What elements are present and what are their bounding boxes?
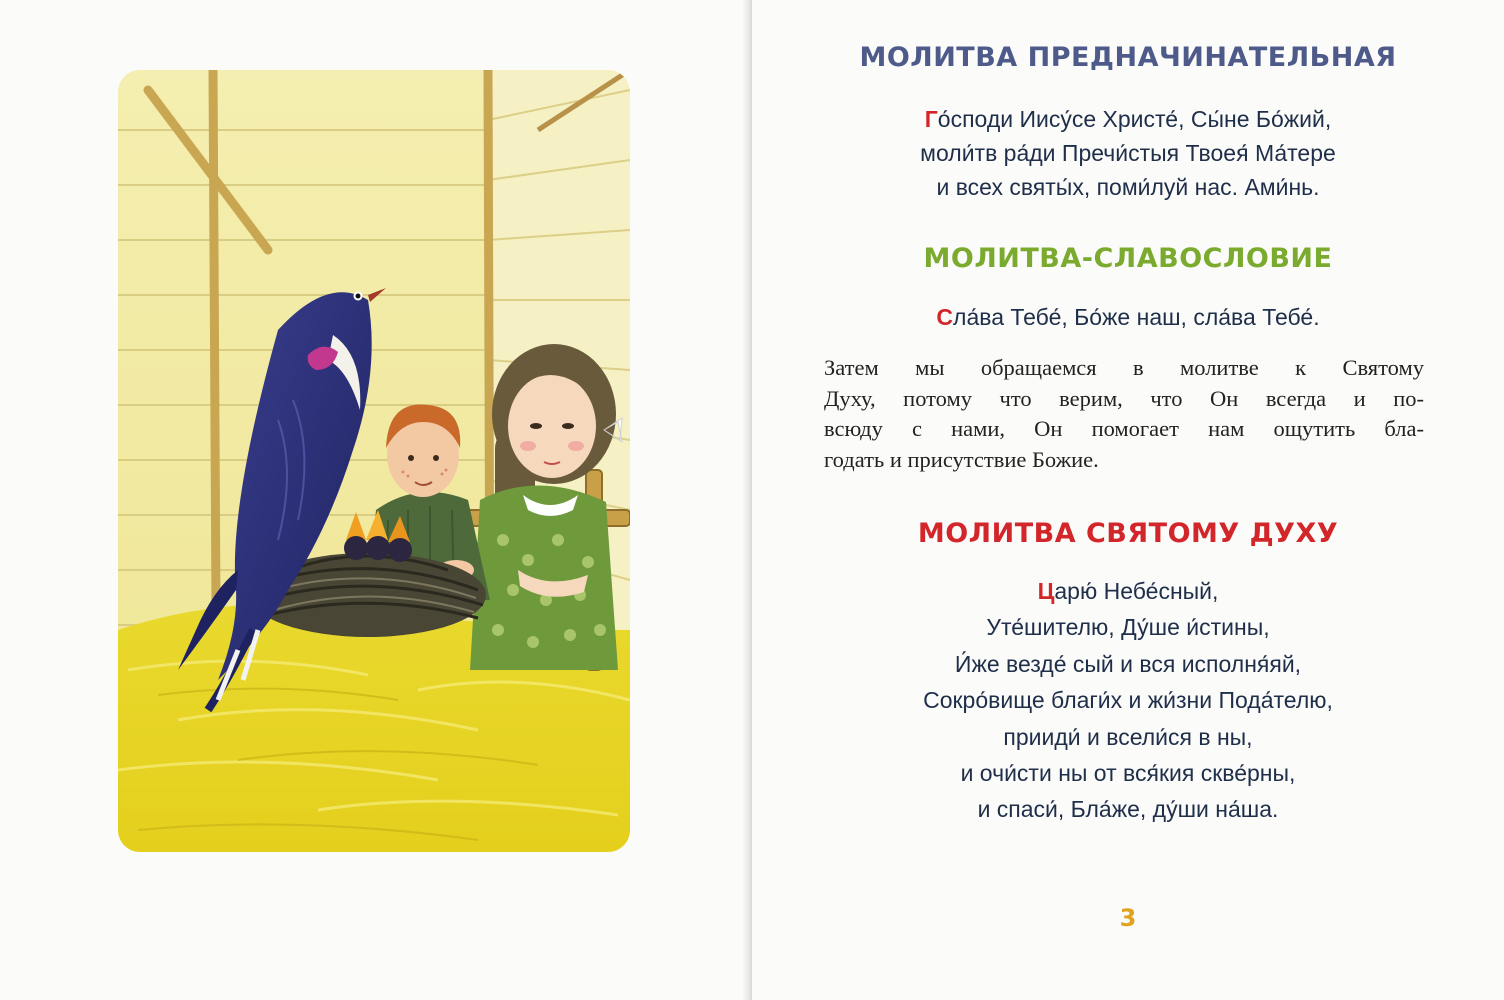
drop-initial: Г bbox=[924, 106, 938, 132]
prayer-line: Уте́шителю, Ду́ше и́стины, bbox=[986, 614, 1270, 641]
doxology-prayer-text bbox=[752, 300, 1504, 334]
page-number: 3 bbox=[1119, 904, 1137, 932]
paragraph-line: годать и присутствие Божие. bbox=[824, 446, 1099, 472]
holy-spirit-prayer-text bbox=[752, 573, 1504, 828]
prayer-line-rest: о́споди Иису́се Христе́, Сы́не Бо́жий, bbox=[937, 106, 1332, 132]
prayer-line-rest: ла́ва Тебе́, Бо́же наш, сла́ва Тебе́. bbox=[953, 304, 1320, 330]
prayer-line: моли́тв ра́ди Пречи́стыя Твоея́ Ма́тере bbox=[920, 140, 1336, 166]
prayer-line bbox=[752, 102, 1504, 136]
prayer-line: прииди́ и всели́ся в ны, bbox=[1003, 723, 1253, 750]
prayer-line bbox=[752, 300, 1504, 334]
drop-initial: Ц bbox=[1037, 578, 1055, 604]
heading-preparatory-prayer: МОЛИТВА ПРЕДНАЧИНАТЕЛЬНАЯ bbox=[859, 42, 1397, 73]
paragraph-line: Духу, потому что верим, что Он всегда и по- bbox=[824, 385, 1424, 411]
right-page bbox=[752, 0, 1504, 1000]
heading-holy-spirit-prayer: МОЛИТВА СВЯТОМУ ДУХУ bbox=[917, 518, 1339, 549]
illustration-svg bbox=[118, 70, 630, 852]
prayer-line: И́же везде́ сый и вся исполня́яй, bbox=[954, 650, 1302, 677]
prayer-line-rest: арю́ Небе́сный, bbox=[1054, 578, 1219, 604]
paragraph-line: Затем мы обращаемся в молитве к Святому bbox=[824, 355, 1424, 380]
illustration-swallow-nest-children bbox=[118, 70, 630, 852]
prayer-line: Сокро́вище благи́х и жи́зни Пода́телю, bbox=[923, 687, 1333, 714]
left-page bbox=[0, 0, 750, 1000]
prayer-line bbox=[752, 573, 1504, 609]
prayer-line: и очи́сти ны от вся́кия скве́рны, bbox=[960, 760, 1296, 787]
explanatory-paragraph bbox=[824, 353, 1424, 475]
preparatory-prayer-text bbox=[752, 102, 1504, 204]
drop-initial: С bbox=[936, 304, 954, 330]
paragraph-line: всюду с нами, Он помогает нам ощутить бла- bbox=[824, 416, 1424, 441]
prayer-line: и спаси́, Бла́же, ду́ши на́ша. bbox=[977, 796, 1279, 823]
heading-doxology-prayer: МОЛИТВА-СЛАВОСЛОВИЕ bbox=[923, 243, 1333, 274]
prayer-line: и всех святы́х, поми́луй нас. Ами́нь. bbox=[936, 174, 1320, 200]
